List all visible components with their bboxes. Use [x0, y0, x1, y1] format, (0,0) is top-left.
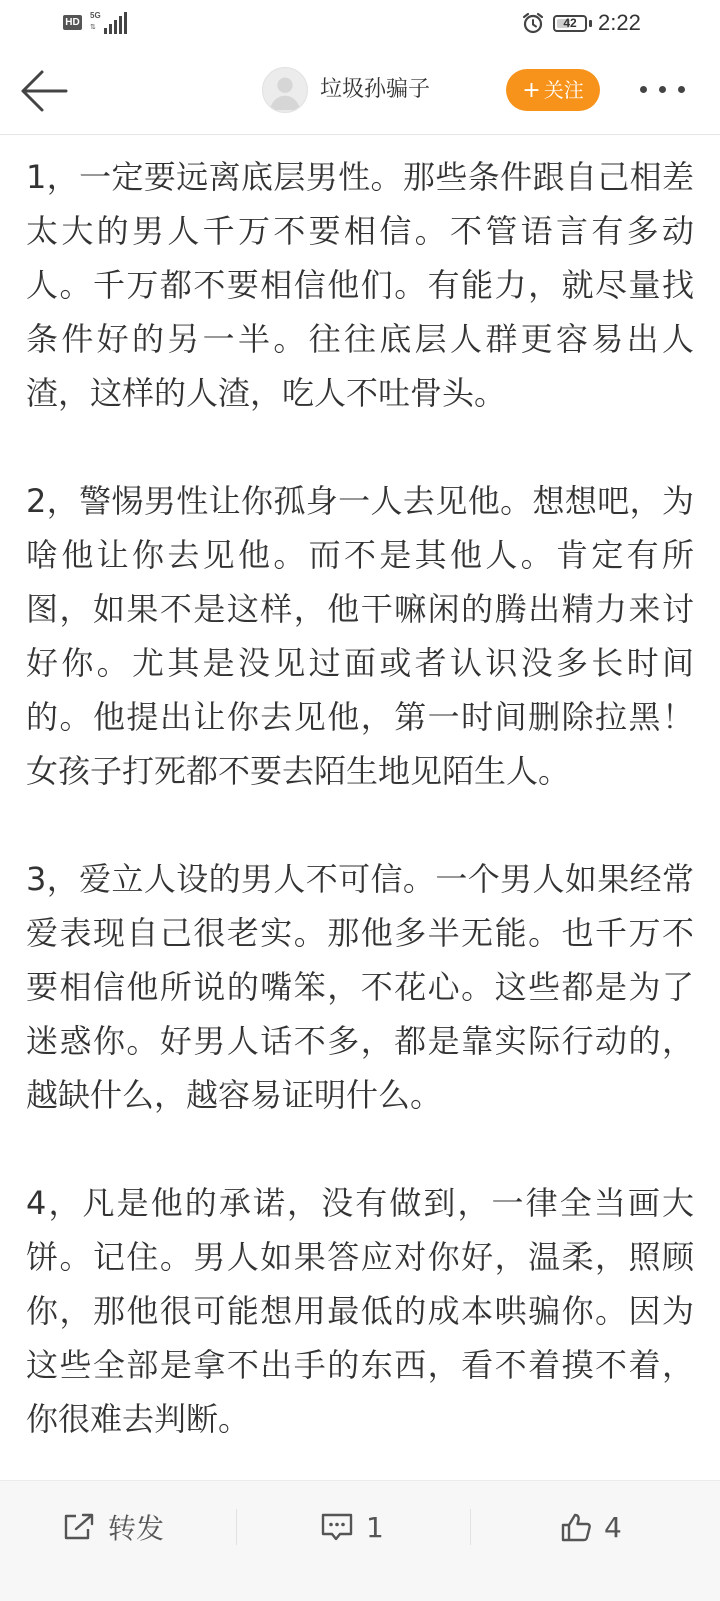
post-paragraph: 4，凡是他的承诺，没有做到，一律全当画大饼。记住。男人如果答应对你好，温柔，照顾你，那他很可能想用最低的成本哄骗你。因为这些全部是拿不出手的东西，看不着摸不着，你很难去判断。: [26, 1184, 694, 1438]
thumbs-up-icon: [560, 1512, 592, 1542]
plus-icon: +: [522, 78, 541, 103]
like-button[interactable]: [560, 1481, 622, 1573]
status-time: 2:22: [598, 10, 641, 35]
divider: [470, 1509, 471, 1545]
battery-level: 42: [563, 16, 577, 30]
avatar[interactable]: [262, 67, 308, 113]
data-arrows-icon: ⇅: [90, 24, 96, 31]
status-bar: [0, 0, 720, 50]
comment-icon: [320, 1512, 354, 1542]
hd-voice-icon: HD: [63, 15, 82, 30]
share-button[interactable]: [62, 1481, 164, 1573]
post-paragraph: 3，爱立人设的男人不可信。一个男人如果经常爱表现自己很老实。那他多半无能。也千万不要相信他所说的嘴笨，不花心。这些都是为了迷惑你。好男人话不多，都是靠实际行动的，越缺什么，越容易证明什么。: [26, 860, 694, 1114]
bottom-action-bar: [0, 1480, 720, 1601]
network-type-label: 5G: [90, 11, 101, 20]
share-label: 转发: [108, 1512, 165, 1545]
default-avatar-icon: [263, 68, 307, 112]
share-icon: [62, 1512, 96, 1542]
follow-button[interactable]: [506, 69, 600, 111]
back-arrow-icon[interactable]: [18, 68, 70, 114]
divider: [236, 1509, 237, 1545]
username[interactable]: 垃圾孙骗子: [320, 77, 431, 102]
post-content: [26, 150, 694, 1446]
battery-tip: [589, 20, 592, 27]
comment-button[interactable]: [320, 1481, 384, 1573]
more-options-icon[interactable]: [640, 84, 686, 96]
signal-strength-icon: [104, 12, 128, 34]
post-paragraph: 2，警惕男性让你孤身一人去见他。想想吧，为啥他让你去见他。而不是其他人。肯定有所图，如果不是这样，他干嘛闲的腾出精力来讨好你。尤其是没见过面或者认识没多长时间的。他提出让你去见他，第一时间删除拉黑！ 女孩子打死都不要去陌生地见陌生人。: [26, 482, 694, 790]
comment-count: 1: [366, 1510, 384, 1544]
alarm-clock-icon: [521, 11, 545, 35]
like-count: 4: [604, 1510, 622, 1544]
post-paragraph: 1，一定要远离底层男性。那些条件跟自己相差太大的男人千万不要相信。不管语言有多动人。千万都不要相信他们。有能力，就尽量找条件好的另一半。往往底层人群更容易出人渣，这样的人渣，吃人不吐骨头。: [26, 158, 694, 412]
follow-label: 关注: [543, 78, 584, 102]
battery-icon: [553, 15, 587, 32]
